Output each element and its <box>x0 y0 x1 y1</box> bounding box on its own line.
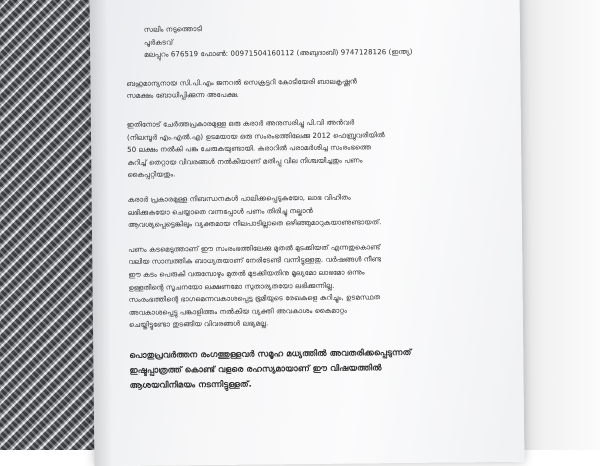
sender-name: സലിം നടുത്തൊടി <box>143 25 203 34</box>
paragraph-line: (നിലമ്പൂർ എം.എൽ.എ) ഉടമയായ ഒരു സംരംഭത്തിലേക്കു 2012 ഫെബ്രുവരിയിൽ <box>126 130 385 142</box>
paragraph-line: സംരംഭത്തിന്റെ ഭാഗമെന്നവകാശപ്പെട്ട ഭൂമിയുടെ രേഖകളെ കുറിച്ചും, ഉടമസ്ഥത <box>128 293 381 304</box>
fabric-background <box>0 0 96 450</box>
paragraph-line: ലഭിക്കുകയോ ചെയ്യാതെ വന്നപ്പോൾ പണം തിരിച്ചു നല്കാൻ <box>127 206 313 217</box>
paragraph-line: കൈപ്പറ്റിയതും. <box>127 170 176 180</box>
letter-header <box>126 20 506 62</box>
paragraph-line: ഈ കടം പെരുകി വരുമ്പോഴും മുതൽ മുടക്കിയതിനു മൂല്യമോ ലാഭമോ ഒന്നും <box>128 268 365 279</box>
letter-paper <box>90 0 525 466</box>
paragraph-1 <box>127 115 508 182</box>
paragraph-line: വലിയ സാമ്പത്തിക ബാധ്യതയാണ് നേരിടേണ്ടി വന്നിട്ടുള്ളതു. വർഷങ്ങൾ നീണ്ട <box>128 255 382 267</box>
paragraph-line: ആവശ്യപ്പെട്ടെങ്കിലും വ്യക്തമായ നിലപാടില്ലാതെ ഒഴിഞ്ഞുമാറുകയാണുണ്ടായത്. <box>127 218 382 229</box>
paragraph-line: ഉള്ളതിന്റെ സൂചനയോ ലക്ഷണമോ സുതാര്യതയോ ലഭിക്കുന്നില്ല. <box>128 281 335 292</box>
paragraph-line: ചെയ്തിട്ടുണ്ടോ തുടങ്ങിയ വിവരങ്ങൾ ലഭ്യമല്ല. <box>128 319 269 330</box>
paragraph-line: കുറിച്ച് തെറ്റായ വിവരങ്ങൾ നൽകിയാണ് മതിപ്പു വില നിശ്ചയിച്ചതും പണം <box>127 156 363 167</box>
salutation-line: ബഹുമാന്യനായ സി.പി.എം ജനറൽ സെക്രട്ടറി കോടിയേരി ബാലകൃഷ്ണൻ <box>126 77 357 88</box>
paragraph-4 <box>129 344 509 393</box>
sender-address: മലപ്പുറം 676519 ഫോൺ: 00971504160112 (അബുദാബി) 9747128126 (ഇന്ത്യ) <box>144 48 413 59</box>
paragraph-line: ഇഷ്ടപ്പാത്രത്ത് കൊണ്ട് വളരെ രഹസ്യമായാണ് ഈ വിഷയത്തിൽ <box>129 362 382 375</box>
paragraph-line: ഇതിനോട് ചേർത്തപ്രകാരമുള്ള ഒരു കരാർ അനുസരിച്ചു പി.വി അൻവർ <box>126 118 355 129</box>
letter-content <box>126 20 510 393</box>
paragraph-line: 50 ലക്ഷം നൽകി പങ്കു ചേരുകയുണ്ടായി. കരാറിൽ പരാമർശിച്ച സംരംഭത്തെ <box>127 143 372 155</box>
salutation-line: സമക്ഷം ബോധിപ്പിക്കുന്ന അപേക്ഷ. <box>126 91 240 101</box>
sender-place: പൂർകടവ് <box>143 37 174 47</box>
paragraph-line: പണം കടമെടുത്താണ് ഈ സംരംഭത്തിലേക്കു മുതൽ മുടക്കിയത് എന്നതുകൊണ്ട് <box>128 242 381 254</box>
paragraph-2 <box>128 190 508 232</box>
paragraph-line: പൊതുപ്രവർത്തന രംഗത്തുള്ളവർ സമൂഹ മധ്യത്തിൽ അവതരിക്കപ്പെടുന്നത് <box>129 346 412 360</box>
paragraph-line: അവകാശപ്പെട്ടു പങ്കാളിത്തം നൽകിയ വ്യക്തി അവകാശം കൈമാറ്റം <box>128 306 348 317</box>
paragraph-line: കരാർ പ്രകാരമുള്ള നിബന്ധനകൾ പാലിക്കപ്പെടുകയോ, ലാഭ വിഹിതം <box>127 193 351 204</box>
paragraph-line: ആശയവിനിമയം നടന്നിട്ടുള്ളത്. <box>129 378 252 390</box>
paragraph-3 <box>128 240 509 332</box>
